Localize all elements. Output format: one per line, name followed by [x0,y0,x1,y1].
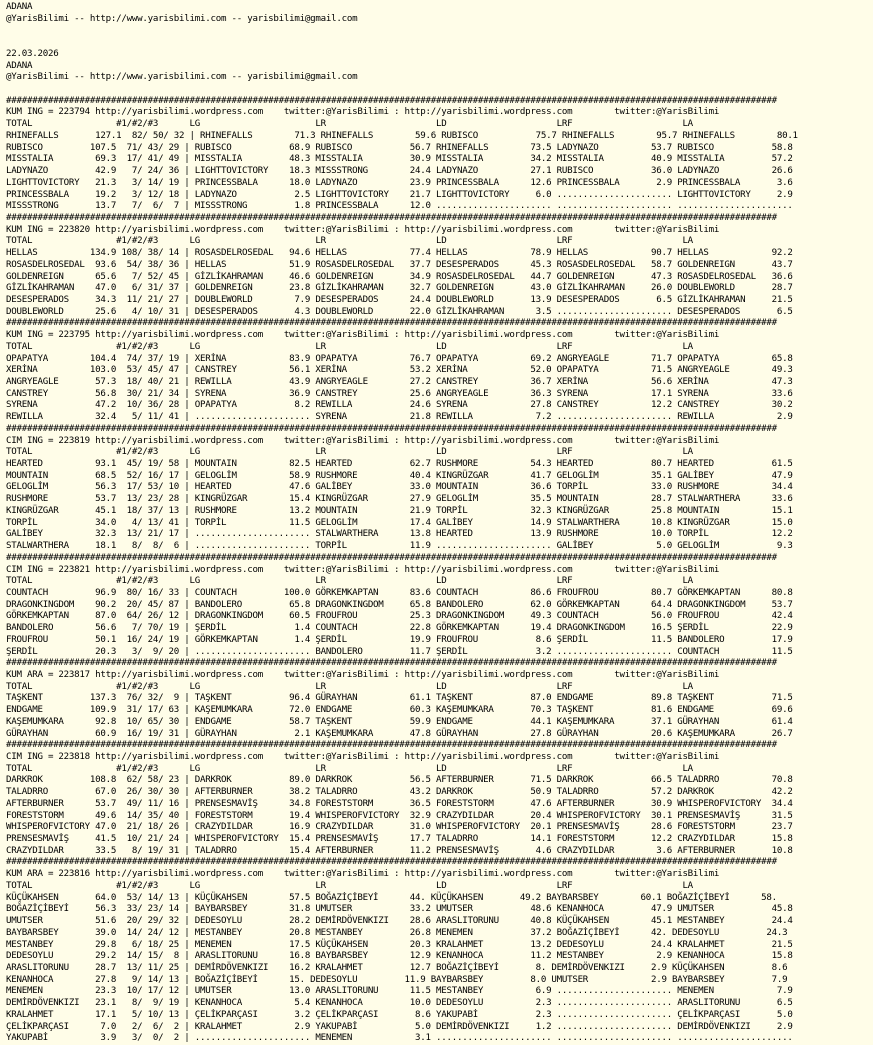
text-line: ################################################################################################################################################### [6,212,777,223]
text-line: CIM ING = 223819 http://yarisbilimi.wordpress.com twitter:@YarisBilimi : http://yarisbilimi.wordpress.com twitter:@YarisBilimi [6,435,720,446]
text-line: BANDOLERO 56.6 7/ 70/ 19 | ŞERDİL 1.4 COUNTACH 22.8 GÖRKEMKAPTAN 19.4 DRAGONKINGDOM 16.5 ŞERDİL 22.9 [6,623,793,634]
text-line: KUM ING = 223795 http://yarisbilimi.wordpress.com twitter:@YarisBilimi : http://yarisbilimi.wordpress.com twitter:@YarisBilimi [6,330,720,341]
text-line: MENEMEN 23.3 10/ 17/ 12 | UMUTSER 13.0 ARASLITORUNU 11.5 MESTANBEY 6.9 ...................... MENEMEN 7.9 [6,986,793,997]
text-line: DEMİRDÖVENKIZI 23.1 8/ 9/ 19 | KENANHOCA 5.4 KENANHOCA 10.0 DEDESOYLU 2.3 ...................... ARASLITORUNU 6.5 [6,998,793,1009]
text-line: @YarisBilimi -- http://www.yarisbilimi.com -- yarisbilimi@gmail.com [6,13,358,24]
text-line: KENANHOCA 27.8 9/ 14/ 13 | BOĞAZİÇİBEYİ 15. DEDESOYLU 11.9 BAYBARSBEY 8.0 UMUTSER 2.9 BAYBARSBEY 7.9 [6,974,788,985]
text-line: STALWARTHERA 18.1 8/ 8/ 6 | ...................... TORPİL 11.9 ...................... GALİBEY 5.0 GELOGLİM 9.3 [6,541,793,552]
text-line: PRENSESMAVİŞ 41.5 10/ 21/ 24 | WHISPEROFVICTORY 15.4 PRENSESMAVİŞ 17.7 TALADRRO 14.1 FORESTSTORM 12.2 CRAZYDILDAR 15.8 [6,834,793,845]
text-line: TOTAL #1/#2/#3 LG LR LD LRF LA [6,681,693,692]
text-line: TAŞKENT 137.3 76/ 32/ 9 | TAŞKENT 96.4 GÜRAYHAN 61.1 TAŞKENT 87.0 ENDGAME 89.8 TAŞKENT 71.5 [6,693,793,704]
text-line: YAKUPABİ 3.9 3/ 0/ 2 | ...................... MENEMEN 3.1 ...................... ...................... ...................... [6,1033,793,1044]
text-line: MOUNTAIN 68.5 52/ 16/ 17 | GELOGLİM 58.9 RUSHMORE 40.4 KINGRÜZGAR 41.7 GELOGLİM 35.1 GALİBEY 47.9 [6,470,793,481]
text-line: KAŞEMUMKARA 92.8 10/ 65/ 30 | ENDGAME 58.7 TAŞKENT 59.9 ENDGAME 44.1 KAŞEMUMKARA 37.1 GÜRAYHAN 61.4 [6,716,793,727]
text-line: CIM ING = 223821 http://yarisbilimi.wordpress.com twitter:@YarisBilimi : http://yarisbilimi.wordpress.com twitter:@YarisBilimi [6,564,720,575]
text-line: HELLAS 134.9 108/ 38/ 14 | ROSASDELROSEDAL 94.6 HELLAS 77.4 HELLAS 78.9 HELLAS 90.7 HELLAS 92.2 [6,248,793,259]
text-line: RUSHMORE 53.7 13/ 23/ 28 | KINGRÜZGAR 15.4 KINGRÜZGAR 27.9 GELOGLİM 35.5 MOUNTAIN 28.7 STALWARTHERA 33.6 [6,494,793,505]
text-line: CIM ING = 223818 http://yarisbilimi.wordpress.com twitter:@YarisBilimi : http://yarisbilimi.wordpress.com twitter:@YarisBilimi [6,752,720,762]
text-line: WHISPEROFVICTORY 47.0 21/ 18/ 26 | CRAZYDILDAR 16.9 CRAZYDILDAR 31.0 WHISPEROFVICTORY 20.1 PRENSESMAVİŞ 28.6 FORESTSTORM 23.7 [6,822,793,833]
text-line: ################################################################################################################################################### [6,318,777,329]
text-line: ADANA [6,2,33,12]
text-line: CANSTREY 56.8 30/ 21/ 34 | SYRENA 36.9 CANSTREY 25.6 ANGRYEAGLE 36.3 SYRENA 17.1 SYRENA 33.6 [6,388,793,399]
text-line [6,37,872,49]
text-line: CRAZYDILDAR 33.5 8/ 19/ 31 | TALADRRO 15.4 AFTERBURNER 11.2 PRENSESMAVİŞ 4.6 CRAZYDILDAR 3.6 AFTERBURNER 10.8 [6,845,793,856]
text-line: XERİNA 103.0 53/ 45/ 47 | CANSTREY 56.1 XERİNA 53.2 XERİNA 52.0 OPAPATYA 71.5 ANGRYEAGLE 49.3 [6,365,793,376]
text-line: ################################################################################################################################################### [6,552,777,563]
text-line [6,25,872,37]
document-body [6,2,872,1044]
text-line: DEDESOYLU 29.2 14/ 15/ 8 | ARASLITORUNU 16.8 BAYBARSBEY 12.9 KENANHOCA 11.2 MESTANBEY 2.9 KENANHOCA 15.8 [6,951,793,962]
text-line: MESTANBEY 29.8 6/ 18/ 25 | MENEMEN 17.5 KÜÇÜKAHSEN 20.3 KRALAHMET 13.2 DEDESOYLU 24.4 KRALAHMET 21.5 [6,939,793,950]
text-line: ANGRYEAGLE 57.3 18/ 40/ 21 | REWILLA 43.9 ANGRYEAGLE 27.2 CANSTREY 36.7 XERİNA 56.6 XERİNA 47.3 [6,377,793,387]
text-line: LADYNAZO 42.9 7/ 24/ 36 | LIGHTTOVICTORY 18.3 MISSSTRONG 24.4 LADYNAZO 27.1 RUBISCO 36.0 LADYNAZO 26.6 [6,166,793,177]
text-line: COUNTACH 96.9 80/ 16/ 33 | COUNTACH 100.0 GÖRKEMKAPTAN 83.6 COUNTACH 86.6 FROUFROU 80.7 GÖRKEMKAPTAN 80.8 [6,587,793,598]
text-line: BOĞAZİÇİBEYİ 56.3 33/ 23/ 14 | BAYBARSBEY 31.8 UMUTSER 33.2 UMUTSER 48.6 KENANHOCA 47.9 UMUTSER 45.8 [6,904,793,915]
text-line: FORESTSTORM 49.6 14/ 35/ 40 | FORESTSTORM 19.4 WHISPEROFVICTORY 32.9 CRAZYDILDAR 20.4 WHISPEROFVICTORY 30.1 PRENSESMAVİŞ 31.5 [6,810,793,821]
text-line [6,84,872,96]
text-line: ################################################################################################################################################### [6,740,777,751]
text-line: TALADRRO 67.0 26/ 30/ 30 | AFTERBURNER 38.2 TALADRRO 43.2 DARKROK 50.9 TALADRRO 57.2 DARKROK 42.2 [6,787,793,798]
text-line: LIGHTTOVICTORY 21.3 3/ 14/ 19 | PRINCESSBALA 18.0 LADYNAZO 23.9 PRINCESSBALA 12.6 PRINCESSBALA 2.9 PRINCESSBALA 3.6 [6,177,793,188]
text-line: PRINCESSBALA 19.2 3/ 12/ 18 | LADYNAZO 2.5 LIGHTTOVICTORY 21.7 LIGHTTOVICTORY 6.0 ...................... LIGHTTOVICTORY 2.9 [6,189,793,200]
text-line: ENDGAME 109.9 31/ 17/ 63 | KAŞEMUMKARA 72.0 ENDGAME 60.3 KAŞEMUMKARA 70.3 TAŞKENT 81.6 ENDGAME 69.6 [6,705,793,716]
text-line: TOTAL #1/#2/#3 LG LR LD LRF LA [6,763,693,774]
text-line: ARASLITORUNU 28.7 13/ 11/ 25 | DEMİRDÖVENKIZI 16.2 KRALAHMET 12.7 BOĞAZİÇİBEYİ 8. DEMİRDÖVENKIZI 2.9 KÜÇÜKAHSEN 8.6 [6,962,788,973]
text-line: RHINEFALLS 127.1 82/ 50/ 32 | RHINEFALLS 71.3 RHINEFALLS 59.6 RUBISCO 75.7 RHINEFALLS 95.7 RHINEFALLS 80.1 [6,130,798,141]
text-line: TOTAL #1/#2/#3 LG LR LD LRF LA [6,880,693,891]
text-line: TOTAL #1/#2/#3 LG LR LD LRF LA [6,447,693,458]
text-line: TOTAL #1/#2/#3 LG LR LD LRF LA [6,119,693,130]
text-line: GALİBEY 32.3 13/ 21/ 17 | ...................... STALWARTHERA 13.8 HEARTED 13.9 RUSHMORE 10.0 TORPİL 12.2 [6,529,793,540]
text-line: DRAGONKINGDOM 90.2 20/ 45/ 87 | BANDOLERO 65.8 DRAGONKINGDOM 65.8 BANDOLERO 62.0 GÖRKEMKAPTAN 64.4 DRAGONKINGDOM 53.7 [6,599,793,610]
text-line: OPAPATYA 104.4 74/ 37/ 19 | XERİNA 83.9 OPAPATYA 76.7 OPAPATYA 69.2 ANGRYEAGLE 71.7 OPAPATYA 65.8 [6,353,793,364]
text-line: KINGRÜZGAR 45.1 18/ 37/ 13 | RUSHMORE 13.2 MOUNTAIN 21.9 TORPİL 32.3 KINGRÜZGAR 25.8 MOUNTAIN 15.1 [6,505,793,516]
text-line: KUM ARA = 223817 http://yarisbilimi.wordpress.com twitter:@YarisBilimi : http://yarisbilimi.wordpress.com twitter:@YarisBilimi [6,669,720,680]
text-line: DARKROK 108.8 62/ 58/ 23 | DARKROK 89.0 DARKROK 56.5 AFTERBURNER 71.5 DARKROK 66.5 TALADRRO 70.8 [6,775,793,786]
text-line: GELOGLİM 56.3 17/ 53/ 10 | HEARTED 47.6 GALİBEY 33.0 MOUNTAIN 36.6 TORPİL 33.0 RUSHMORE 34.4 [6,482,793,493]
text-line: 22.03.2026 [6,48,59,59]
text-line: GİZLİKAHRAMAN 47.0 6/ 31/ 37 | GOLDENREIGN 23.8 GİZLİKAHRAMAN 32.7 GOLDENREIGN 43.0 GİZLİKAHRAMAN 26.0 DOUBLEWORLD 28.7 [6,283,793,294]
text-line: DESESPERADOS 34.3 11/ 21/ 27 | DOUBLEWORLD 7.9 DESESPERADOS 24.4 DOUBLEWORLD 13.9 DESESPERADOS 6.5 GİZLİKAHRAMAN 21.5 [6,294,793,305]
text-line: GOLDENREIGN 65.6 7/ 52/ 45 | GİZLİKAHRAMAN 46.6 GOLDENREIGN 34.9 ROSASDELROSEDAL 44.7 GOLDENREIGN 47.3 ROSASDELROSEDAL 36.6 [6,271,793,282]
text-line: ADANA [6,60,33,71]
text-line: KUM ING = 223820 http://yarisbilimi.wordpress.com twitter:@YarisBilimi : http://yarisbilimi.wordpress.com twitter:@YarisBilimi [6,224,720,235]
text-line: KUM ARA = 223816 http://yarisbilimi.wordpress.com twitter:@YarisBilimi : http://yarisbilimi.wordpress.com twitter:@YarisBilimi [6,869,720,880]
text-line: KÜÇÜKAHSEN 64.0 53/ 14/ 13 | KÜÇÜKAHSEN 57.5 BOĞAZİÇİBEYİ 44. KÜÇÜKAHSEN 49.2 BAYBARSBEY 60.1 BOĞAZİÇİBEYİ 58. [6,892,777,903]
text-line: GÜRAYHAN 60.9 16/ 19/ 31 | GÜRAYHAN 2.1 KAŞEMUMKARA 47.8 GÜRAYHAN 27.8 GÜRAYHAN 20.6 KAŞEMUMKARA 26.7 [6,728,793,739]
text-line: ÇELİKPARÇASI 7.0 2/ 6/ 2 | KRALAHMET 2.9 YAKUPABİ 5.0 DEMİRDÖVENKIZI 1.2 ...................... DEMİRDÖVENKIZI 2.9 [6,1021,793,1032]
text-line: ################################################################################################################################################### [6,95,777,106]
text-line: BAYBARSBEY 39.0 14/ 24/ 12 | MESTANBEY 20.8 MESTANBEY 26.8 MENEMEN 37.2 BOĞAZİÇİBEYİ 42. DEDESOYLU 24.3 [6,927,788,938]
text-line: DOUBLEWORLD 25.6 4/ 10/ 31 | DESESPERADOS 4.3 DOUBLEWORLD 22.0 GİZLİKAHRAMAN 3.5 ...................... DESESPERADOS 6.5 [6,306,793,317]
text-line: ################################################################################################################################################### [6,658,777,669]
text-line: ROSASDELROSEDAL 93.6 54/ 38/ 36 | HELLAS 51.9 ROSASDELROSEDAL 37.7 DESESPERADOS 45.3 ROSASDELROSEDAL 58.7 GOLDENREIGN 43.7 [6,259,793,270]
text-line: RUBISCO 107.5 71/ 43/ 29 | RUBISCO 68.9 RUBISCO 56.7 RHINEFALLS 73.5 LADYNAZO 53.7 RUBISCO 58.8 [6,142,793,153]
text-line: GÖRKEMKAPTAN 87.0 64/ 26/ 12 | DRAGONKINGDOM 60.5 FROUFROU 25.3 DRAGONKINGDOM 49.3 COUNTACH 56.0 FROUFROU 42.4 [6,611,793,622]
text-line: REWILLA 32.4 5/ 11/ 41 | ...................... SYRENA 21.8 REWILLA 7.2 ...................... REWILLA 2.9 [6,412,793,423]
text-line: TOTAL #1/#2/#3 LG LR LD LRF LA [6,576,693,587]
text-line: UMUTSER 51.6 20/ 29/ 32 | DEDESOYLU 28.2 DEMİRDÖVENKIZI 28.6 ARASLITORUNU 40.8 KÜÇÜKAHSEN 45.1 MESTANBEY 24.4 [6,916,793,927]
text-line: TOTAL #1/#2/#3 LG LR LD LRF LA [6,341,693,352]
text-line: MISSSTRONG 13.7 7/ 6/ 7 | MISSSTRONG 1.8 PRINCESSBALA 12.0 ...................... ...................... ...................... [6,201,793,212]
text-line: TORPİL 34.0 4/ 13/ 41 | TORPİL 11.5 GELOGLİM 17.4 GALİBEY 14.9 STALWARTHERA 10.8 KINGRÜZGAR 15.0 [6,517,793,528]
text-line: TOTAL #1/#2/#3 LG LR LD LRF LA [6,236,693,247]
text-line: ################################################################################################################################################### [6,423,777,434]
text-line: KUM ING = 223794 http://yarisbilimi.wordpress.com twitter:@YarisBilimi : http://yarisbilimi.wordpress.com twitter:@YarisBilimi [6,107,720,118]
text-line: ################################################################################################################################################### [6,857,777,868]
text-line: MISSTALIA 69.3 17/ 41/ 49 | MISSTALIA 48.3 MISSTALIA 30.9 MISSTALIA 34.2 MISSTALIA 40.9 MISSTALIA 57.2 [6,154,793,165]
text-line: AFTERBURNER 53.7 49/ 11/ 16 | PRENSESMAVİŞ 34.8 FORESTSTORM 36.5 FORESTSTORM 47.6 AFTERBURNER 30.9 WHISPEROFVICTORY 34.4 [6,798,793,809]
text-line: @YarisBilimi -- http://www.yarisbilimi.com -- yarisbilimi@gmail.com [6,72,358,83]
text-line: SYRENA 47.2 10/ 36/ 28 | OPAPATYA 8.2 REWILLA 24.6 SYRENA 27.8 CANSTREY 12.2 CANSTREY 30.2 [6,400,793,411]
text-line: ŞERDİL 20.3 3/ 9/ 20 | ...................... BANDOLERO 11.7 ŞERDİL 3.2 ...................... COUNTACH 11.5 [6,646,793,657]
text-line: KRALAHMET 17.1 5/ 10/ 13 | ÇELİKPARÇASI 3.2 ÇELİKPARÇASI 8.6 YAKUPABİ 2.3 ...................... ÇELİKPARÇASI 5.0 [6,1009,793,1020]
text-line: HEARTED 93.1 45/ 19/ 58 | MOUNTAIN 82.5 HEARTED 62.7 RUSHMORE 54.3 HEARTED 80.7 HEARTED 61.5 [6,459,793,470]
text-line: FROUFROU 50.1 16/ 24/ 19 | GÖRKEMKAPTAN 1.4 ŞERDİL 19.9 FROUFROU 8.6 ŞERDİL 11.5 BANDOLERO 17.9 [6,634,793,645]
